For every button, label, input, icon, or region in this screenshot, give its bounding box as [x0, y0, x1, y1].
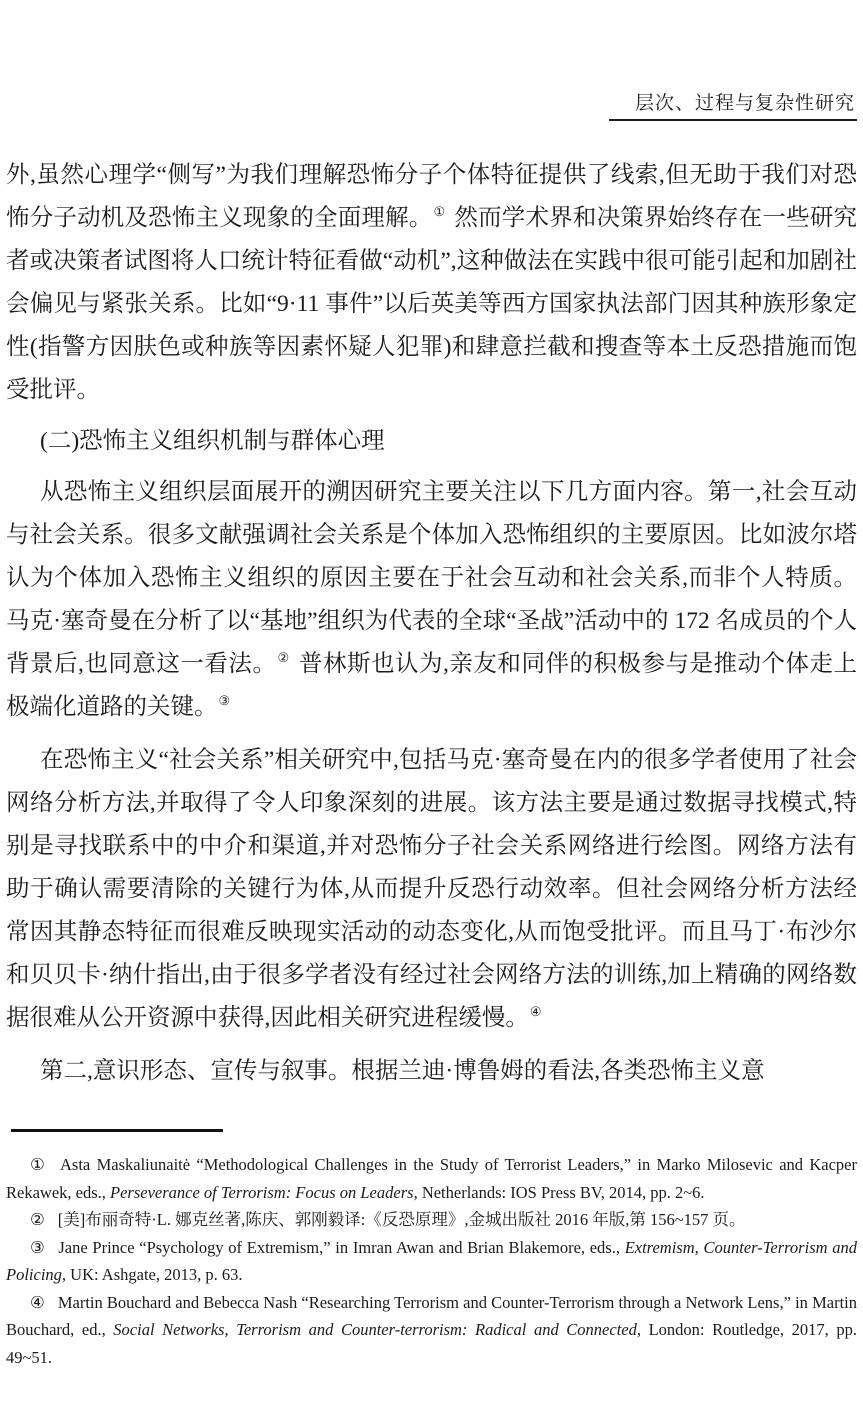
footnote-item — [6, 1151, 857, 1206]
paragraph: 在恐怖主义“社会关系”相关研究中,包括马克·塞奇曼在内的很多学者使用了社会网络分析方法,并取得了令人印象深刻的进展。该方法主要是通过数据寻找模式,特别是寻找联系中的中介和渠道,并对恐怖分子社会关系网络进行绘图。网络方法有助于确认需要清除的关键行为体,从而提升反恐行动效率。但社会网络分析方法经常因其静态特征而很难反映现实活动的动态变化,从而饱受批评。而且马丁·布沙尔和贝贝卡·纳什指出,由于很多学者没有经过社会网络方法的训练,加上精确的网络数据很难从公开资源中获得,因此相关研究进程缓慢。④ — [6, 747, 857, 1031]
section-heading: (二)恐怖主义组织机制与群体心理 — [40, 428, 385, 454]
footnote-item — [6, 1289, 857, 1372]
footnote-text: Martin Bouchard and Bebecca Nash “Researching Terrorism and Counter-Terrorism through a Network Lens,” in Martin Bouchard, ed., Social Networks, Terrorism and Counter-terrorism: Radical and Connected, London: Routledge, 2017, pp. 49~51. — [6, 1292, 857, 1367]
footnote-ref: ③ — [218, 693, 231, 709]
footnote-text: Jane Prince “Psychology of Extremism,” in Imran Awan and Brian Blakemore, eds., Extremism, Counter-Terrorism and Policing, UK: Ashgate, 2013, p. 63. — [6, 1237, 857, 1284]
footnote-ref: ④ — [529, 1004, 542, 1020]
footnotes — [6, 1151, 857, 1371]
footnote-item — [6, 1234, 857, 1289]
running-header-title: 层次、过程与复杂性研究 — [609, 88, 857, 121]
footnote-marker: ② — [30, 1210, 45, 1229]
paragraph: 第二,意识形态、宣传与叙事。根据兰迪·博鲁姆的看法,各类恐怖主义意 — [40, 1058, 765, 1084]
footnote-marker: ① — [30, 1155, 48, 1174]
footnote-ref: ① — [433, 204, 446, 220]
body-text — [6, 154, 857, 1093]
page-header — [6, 0, 857, 121]
footnote-text: [美]布丽奇特·L. 娜克丝著,陈庆、郭刚毅译:《反恐原理》,金城出版社 2016 年版,第 156~157 页。 — [57, 1210, 746, 1229]
footnote-separator — [11, 1129, 223, 1132]
footnote-marker: ③ — [30, 1237, 46, 1257]
footnote-item — [6, 1206, 857, 1234]
paragraph-continued: 外,虽然心理学“侧写”为我们理解恐怖分子个体特征提供了线索,但无助于我们对恐怖分子动机及恐怖主义现象的全面理解。① 然而学术界和决策界始终存在一些研究者或决策者试图将人口统计特征看做“动机”,这种做法在实践中很可能引起和加剧社会偏见与紧张关系。比如“9·11 事件”以后英美等西方国家执法部门因其种族形象定性(指警方因肤色或种族等因素怀疑人犯罪)和肆意拦截和搜查等本土反恐措施而饱受批评。 — [6, 162, 858, 403]
paragraph: 从恐怖主义组织层面展开的溯因研究主要关注以下几方面内容。第一,社会互动与社会关系。很多文献强调社会关系是个体加入恐怖组织的主要原因。比如波尔塔认为个体加入恐怖主义组织的原因主要在于社会互动和社会关系,而非个人特质。马克·塞奇曼在分析了以“基地”组织为代表的全球“圣战”活动中的 172 名成员的个人背景后,也同意这一看法。② 普林斯也认为,亲友和同伴的积极参与是推动个体走上极端化道路的关键。③ — [6, 479, 858, 720]
footnote-ref: ② — [277, 650, 290, 666]
footnote-marker: ④ — [30, 1292, 45, 1312]
footnote-text: Asta Maskaliunaitė “Methodological Challenges in the Study of Terrorist Leaders,” in Marko Milosevic and Kacper Rekawek, eds., Perseverance of Terrorism: Focus on Leaders, Netherlands: IOS Press BV, 2014, pp. 2~6. — [6, 1155, 858, 1202]
